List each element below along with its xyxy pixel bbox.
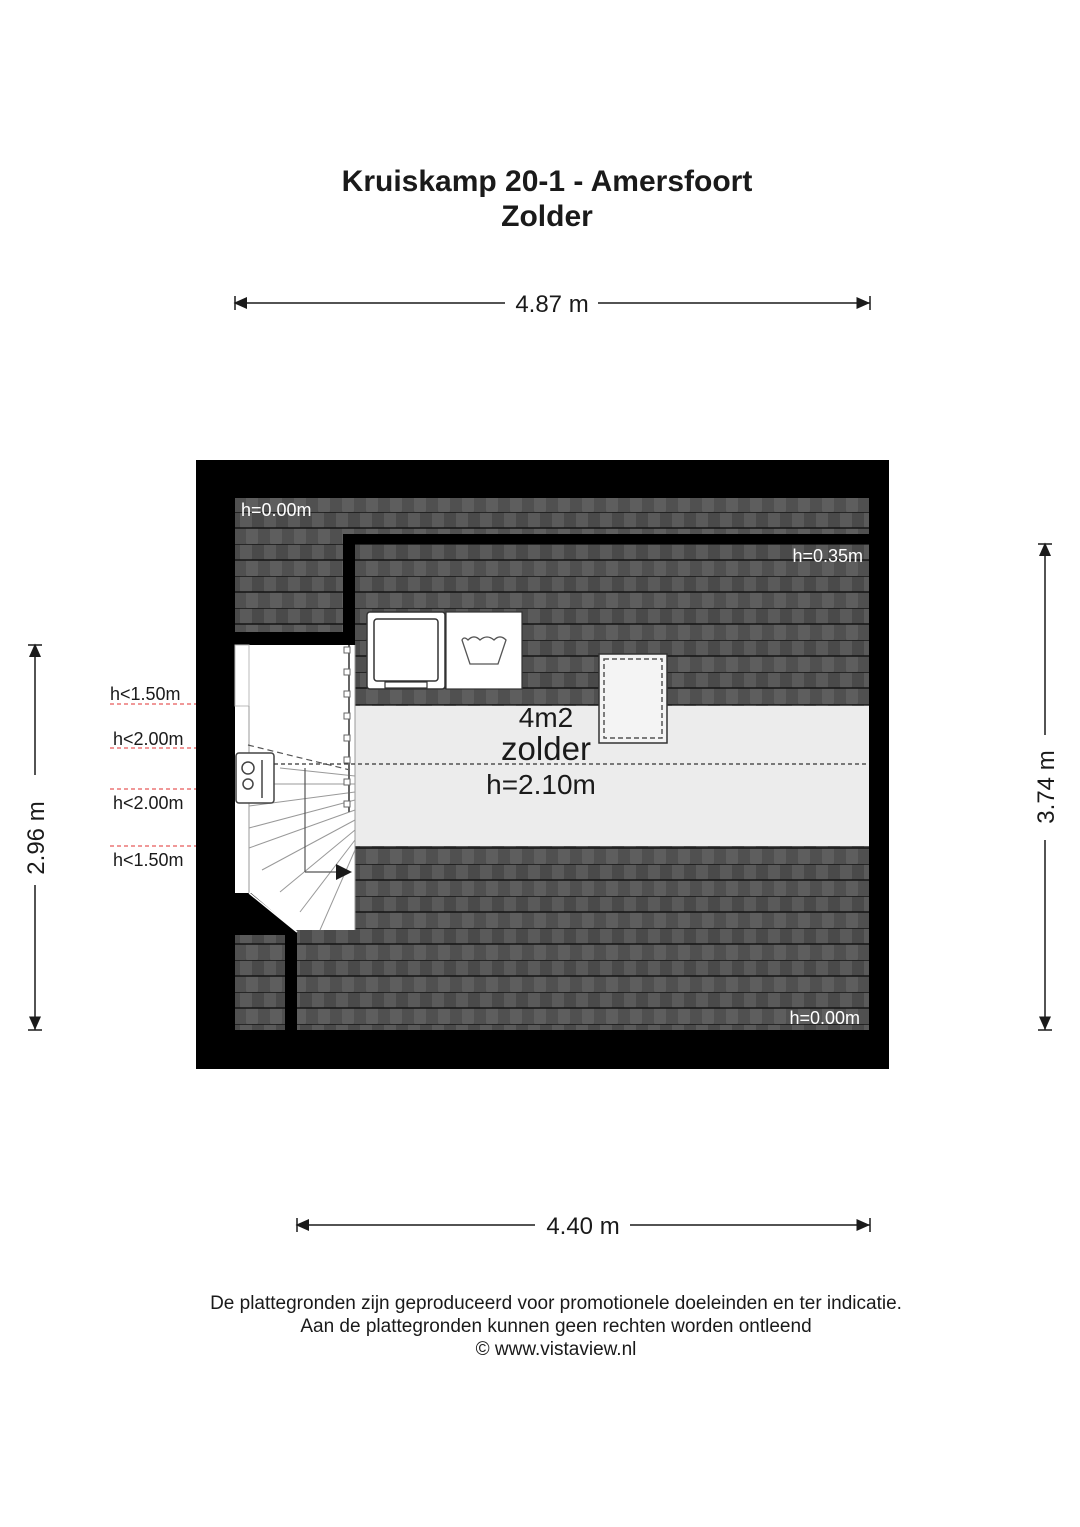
dimension-right-label: 3.74 m bbox=[1033, 750, 1060, 824]
side-height-4: h<1.50m bbox=[113, 850, 184, 870]
disclaimer-line-1: De plattegronden zijn geproduceerd voor promotionele doeleinden en ter indicatie. bbox=[210, 1293, 902, 1314]
disclaimer-line-2: Aan de plattegronden kunnen geen rechten worden ontleend bbox=[300, 1316, 812, 1337]
dimension-left-label: 2.96 m bbox=[23, 801, 50, 875]
room-height: h=2.10m bbox=[486, 769, 596, 800]
laundry-tub-icon bbox=[446, 612, 522, 689]
boiler-icon bbox=[236, 753, 274, 803]
side-height-2: h<2.00m bbox=[113, 729, 184, 749]
height-label-bottom-right: h=0.00m bbox=[789, 1008, 860, 1028]
room-area: 4m2 bbox=[518, 702, 574, 733]
copyright: © www.vistaview.nl bbox=[475, 1339, 637, 1360]
side-height-markers bbox=[110, 684, 196, 870]
skylight-icon bbox=[599, 654, 667, 743]
side-height-3: h<2.00m bbox=[113, 793, 184, 813]
side-height-1: h<1.50m bbox=[110, 684, 181, 704]
plan-title: Kruiskamp 20-1 - Amersfoort bbox=[341, 165, 753, 198]
height-label-top-right: h=0.35m bbox=[792, 546, 863, 566]
dimension-left bbox=[23, 645, 50, 1030]
dimension-right bbox=[1033, 544, 1060, 1030]
height-label-top-left: h=0.00m bbox=[241, 500, 312, 520]
room-name: zolder bbox=[501, 730, 591, 767]
dimension-bottom-label: 4.40 m bbox=[546, 1213, 620, 1240]
dimension-top-label: 4.87 m bbox=[515, 291, 589, 318]
floor-title: Zolder bbox=[501, 200, 593, 233]
dimension-bottom bbox=[297, 1213, 870, 1240]
dimension-top bbox=[235, 291, 870, 318]
washing-machine-icon bbox=[367, 612, 445, 689]
